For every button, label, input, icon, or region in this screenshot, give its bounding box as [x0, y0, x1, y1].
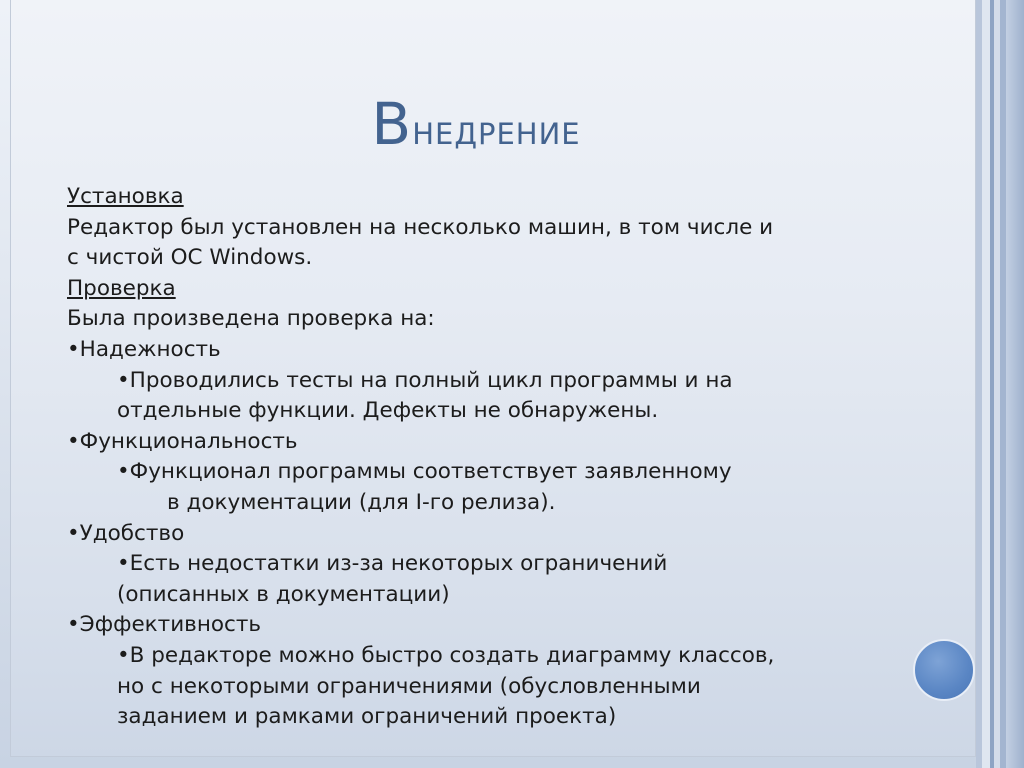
bullet-functionality: •Функциональность [67, 428, 298, 454]
install-text-line: Редактор был установлен на несколько машин, в том числе и [67, 214, 774, 240]
slide-title [0, 90, 952, 158]
decorative-circle-icon [913, 639, 975, 701]
install-heading: Установка [67, 184, 184, 209]
title-rest: недрение [412, 105, 581, 154]
functionality-detail: •Функционал программы соответствует заявленному [117, 459, 732, 485]
efficiency-detail: заданием и рамками ограничений проекта) [117, 704, 617, 730]
bullet-reliability: •Надежность [67, 336, 221, 362]
install-text-line: с чистой ОС Windows. [67, 245, 313, 271]
functionality-detail: в документации (для I-го релиза). [167, 489, 556, 515]
bullet-usability: •Удобство [67, 520, 185, 546]
reliability-detail: отдельные функции. Дефекты не обнаружены. [117, 398, 659, 424]
decorative-stripe [1006, 0, 1024, 768]
bullet-efficiency: •Эффективность [67, 612, 262, 638]
slide-content [67, 182, 917, 733]
usability-detail: (описанных в документации) [117, 581, 450, 607]
check-intro: Была произведена проверка на: [67, 306, 435, 332]
check-heading: Проверка [67, 275, 176, 301]
efficiency-detail: •В редакторе можно быстро создать диаграмму классов, [117, 642, 775, 668]
title-initial: В [371, 90, 413, 158]
efficiency-detail: но с некоторыми ограничениями (обусловленными [117, 673, 701, 699]
decorative-stripe [982, 0, 990, 768]
usability-detail: •Есть недостатки из-за некоторых ограничений [117, 551, 668, 577]
reliability-detail: •Проводились тесты на полный цикл программы и на [117, 367, 733, 393]
